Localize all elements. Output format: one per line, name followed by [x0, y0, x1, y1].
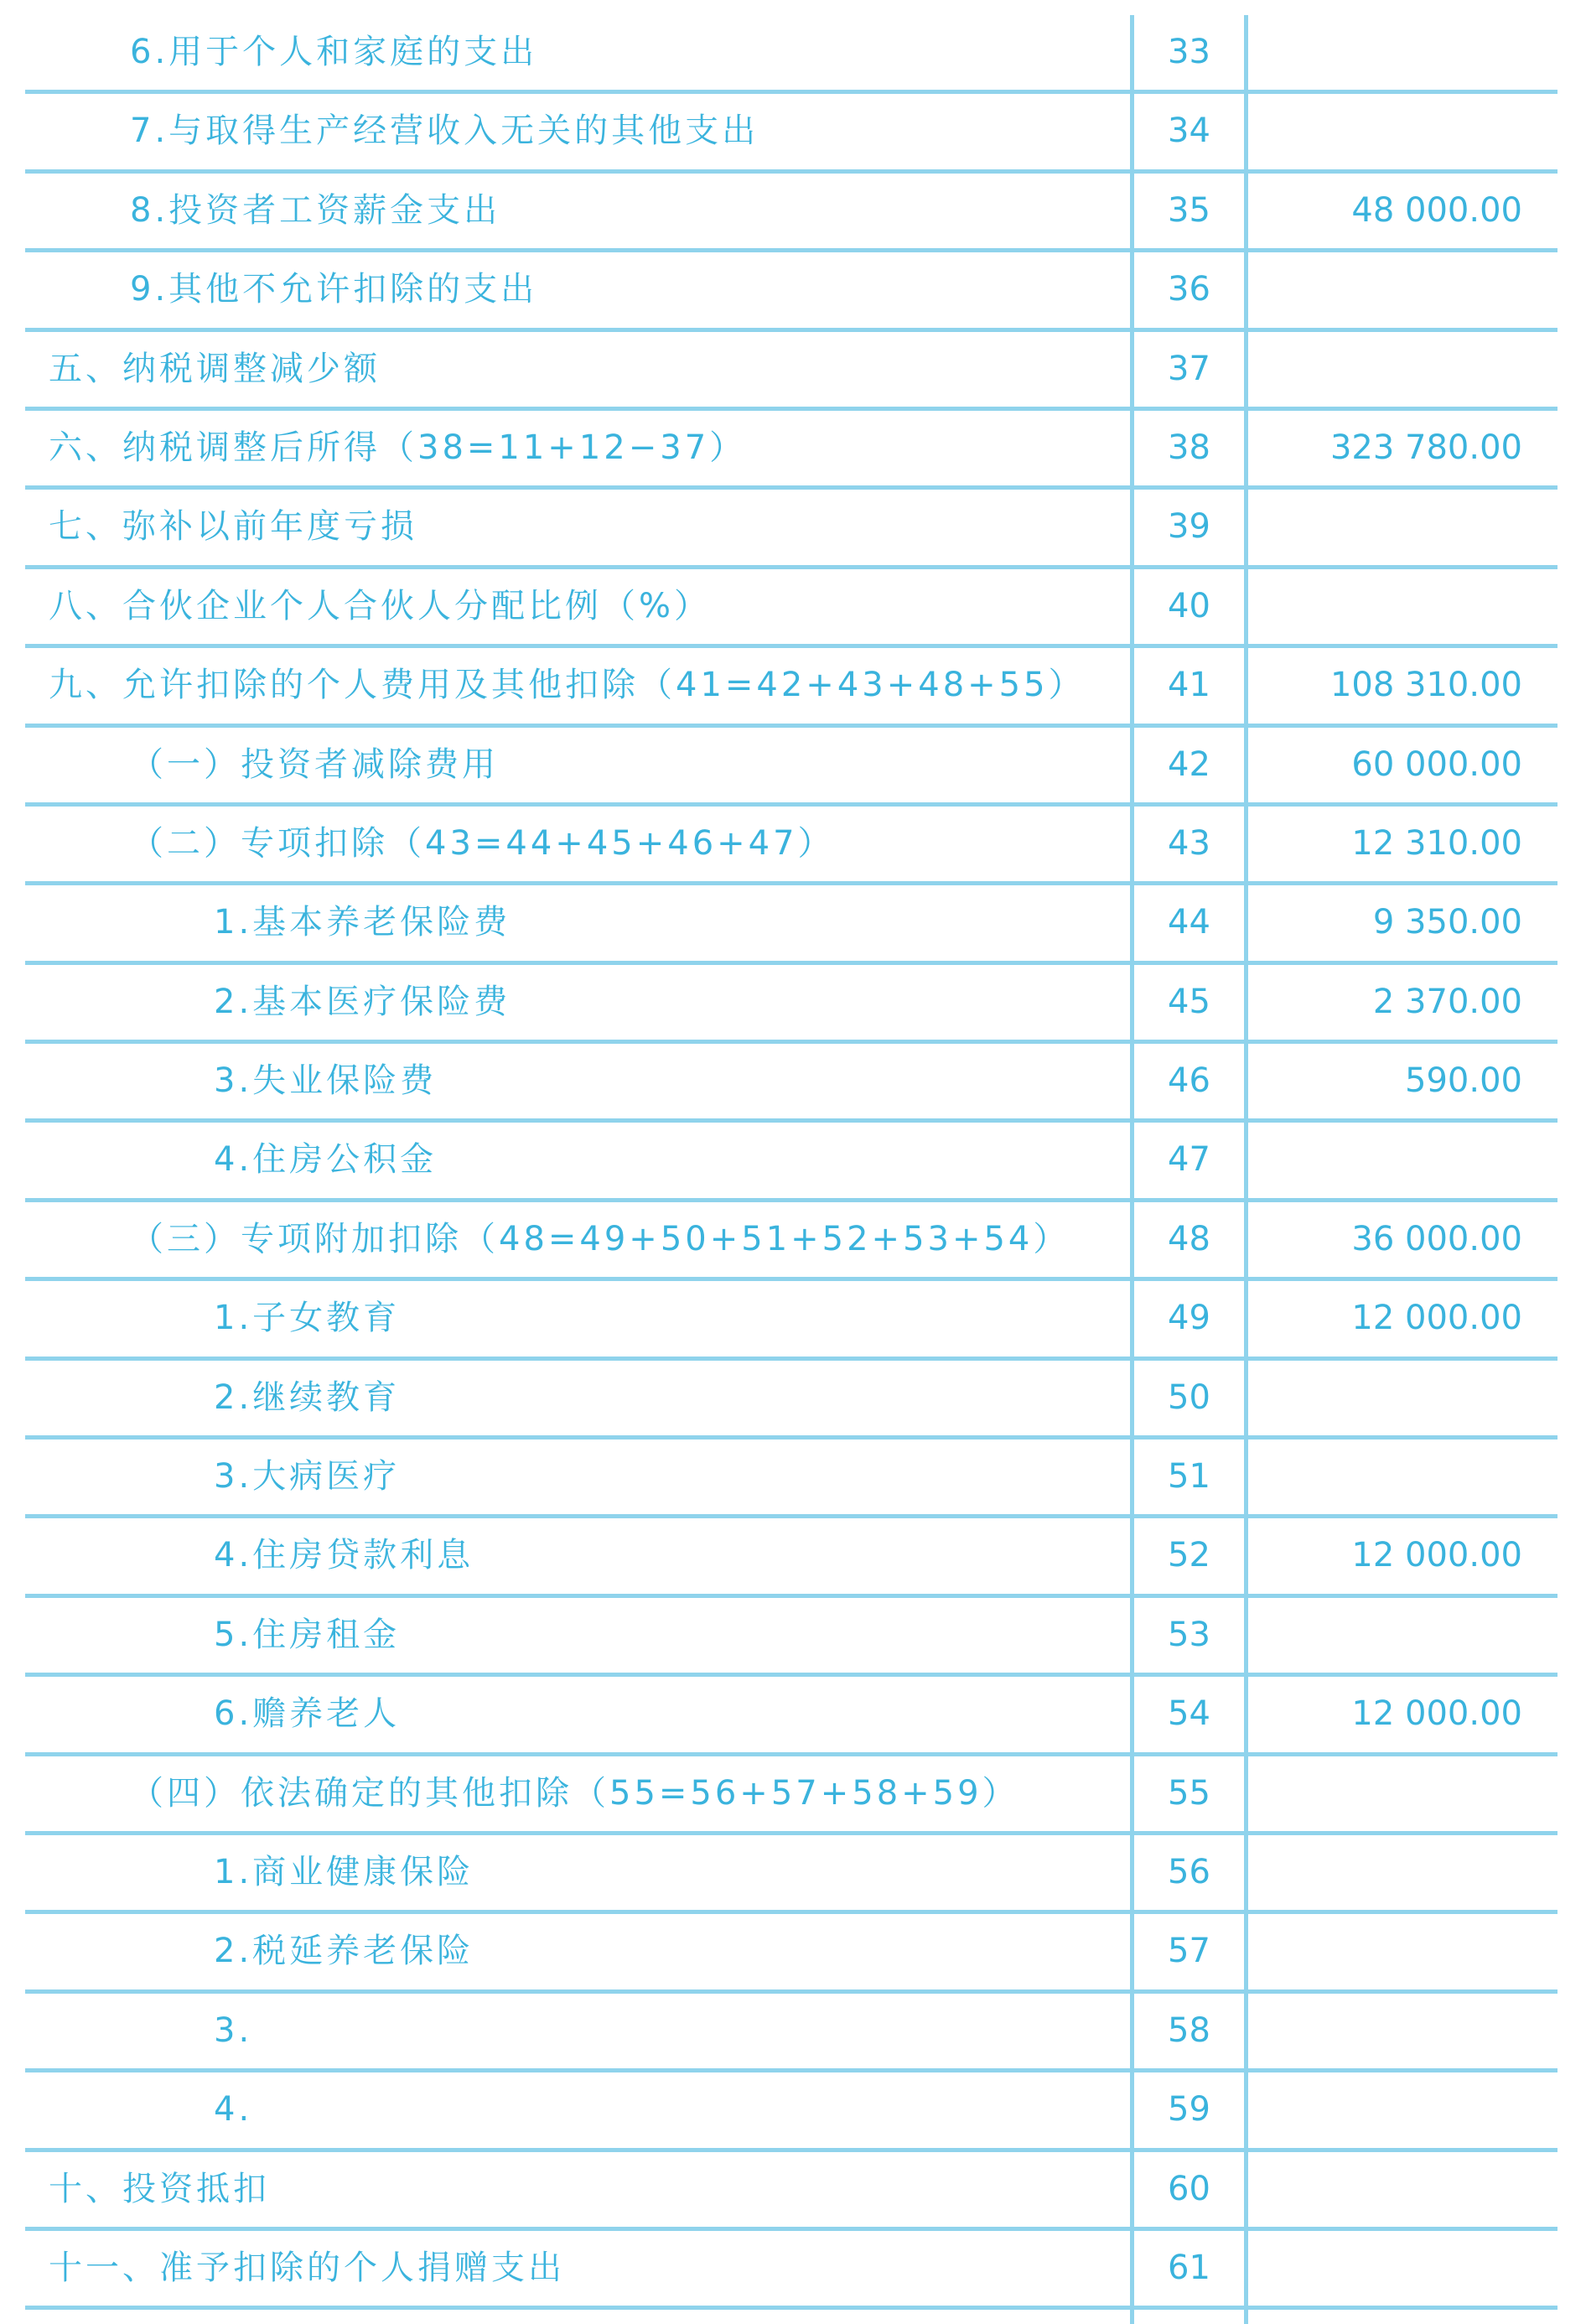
row-label: 3.失业保险费	[214, 1061, 438, 1101]
row-line-number: 50	[1168, 1377, 1210, 1417]
table-row	[25, 965, 1557, 1044]
row-line-number: 34	[1168, 112, 1210, 151]
table-row	[25, 728, 1557, 807]
table-row	[25, 15, 1557, 94]
row-line-number: 61	[1168, 2248, 1210, 2287]
row-line-number: 59	[1168, 2090, 1210, 2129]
row-line-number: 36	[1168, 270, 1210, 309]
row-label: （四）依法确定的其他扣除（55=56+57+58+59）	[130, 1773, 1019, 1813]
table-row	[25, 1202, 1557, 1281]
row-line-number: 58	[1168, 2010, 1210, 2050]
table-row	[25, 252, 1557, 331]
row-line-number: 43	[1168, 823, 1210, 863]
row-amount: 12 310.00	[1351, 823, 1522, 863]
row-line-number: 49	[1168, 1299, 1210, 1338]
row-amount: 590.00	[1405, 1061, 1522, 1101]
table-row	[25, 1361, 1557, 1440]
row-label: 2.继续教育	[214, 1377, 401, 1417]
table-row	[25, 1677, 1557, 1756]
row-line-number: 54	[1168, 1694, 1210, 1734]
row-label: （一）投资者减除费用	[130, 744, 499, 784]
row-label: 4.	[214, 2090, 253, 2129]
row-label: 2.税延养老保险	[214, 1932, 474, 1971]
table-body	[25, 15, 1557, 2310]
row-line-number: 45	[1168, 982, 1210, 1021]
row-amount	[1248, 1914, 1522, 1989]
row-amount	[1248, 94, 1522, 169]
row-label: 7.与取得生产经营收入无关的其他支出	[130, 112, 759, 151]
table-row	[25, 807, 1557, 885]
row-amount	[1248, 490, 1522, 564]
row-label: 十一、准予扣除的个人捐赠支出	[49, 2248, 565, 2287]
table-row	[25, 1440, 1557, 1518]
row-amount	[1248, 15, 1522, 90]
row-amount	[1248, 569, 1522, 644]
row-line-number: 53	[1168, 1615, 1210, 1654]
row-line-number: 55	[1168, 1773, 1210, 1813]
row-amount: 2 370.00	[1372, 982, 1522, 1021]
row-amount: 12 000.00	[1351, 1536, 1522, 1575]
row-label: （三）专项附加扣除（48=49+50+51+52+53+54）	[130, 1219, 1070, 1258]
row-label: 六、纳税调整后所得（38=11+12−37）	[49, 428, 747, 467]
table-row	[25, 94, 1557, 173]
row-label: 3.大病医疗	[214, 1457, 401, 1497]
row-label: 1.子女教育	[214, 1299, 401, 1338]
row-amount	[1248, 2152, 1522, 2227]
table-row	[25, 1994, 1557, 2072]
row-line-number: 35	[1168, 190, 1210, 230]
row-amount: 323 780.00	[1329, 428, 1522, 467]
row-line-number: 52	[1168, 1536, 1210, 1575]
table-row	[25, 1123, 1557, 1201]
table-row	[25, 490, 1557, 568]
row-line-number: 38	[1168, 428, 1210, 467]
table-row	[25, 648, 1557, 727]
table-row	[25, 1281, 1557, 1360]
row-amount	[1248, 1123, 1522, 1197]
row-amount	[1248, 1361, 1522, 1435]
row-label: 6.用于个人和家庭的支出	[130, 33, 538, 71]
row-amount: 12 000.00	[1351, 1694, 1522, 1734]
row-line-number: 44	[1168, 903, 1210, 942]
table-row	[25, 2152, 1557, 2231]
row-amount: 12 000.00	[1351, 1299, 1522, 1338]
row-label: 七、弥补以前年度亏损	[49, 507, 417, 547]
row-label: 十、投资抵扣	[49, 2169, 270, 2208]
tax-table	[25, 15, 1557, 2310]
row-amount	[1248, 1835, 1522, 1910]
row-label: 3.	[214, 2010, 253, 2050]
table-row	[25, 1044, 1557, 1123]
row-line-number: 48	[1168, 1219, 1210, 1258]
row-line-number: 57	[1168, 1932, 1210, 1971]
row-label: 五、纳税调整减少额	[49, 349, 381, 388]
row-label: 九、允许扣除的个人费用及其他扣除（41=42+43+48+55）	[49, 666, 1086, 705]
table-row	[25, 2231, 1557, 2310]
row-line-number: 39	[1168, 507, 1210, 547]
row-line-number: 42	[1168, 744, 1210, 784]
row-line-number: 46	[1168, 1061, 1210, 1101]
table-row	[25, 1914, 1557, 1993]
row-amount	[1248, 1756, 1522, 1831]
row-label: 6.赡养老人	[214, 1694, 401, 1734]
table-row	[25, 1598, 1557, 1677]
table-row	[25, 569, 1557, 648]
table-row	[25, 411, 1557, 490]
table-row	[25, 1835, 1557, 1914]
row-amount: 60 000.00	[1351, 744, 1522, 784]
row-label: 4.住房贷款利息	[214, 1536, 474, 1575]
row-label: 8.投资者工资薪金支出	[130, 190, 501, 230]
row-amount	[1248, 332, 1522, 407]
row-amount	[1248, 2072, 1522, 2147]
row-line-number: 60	[1168, 2169, 1210, 2208]
row-label: 5.住房租金	[214, 1615, 401, 1654]
row-line-number: 37	[1168, 349, 1210, 388]
row-amount	[1248, 252, 1522, 327]
row-label: 1.基本养老保险费	[214, 903, 511, 942]
row-amount: 108 310.00	[1329, 666, 1522, 705]
table-row	[25, 1518, 1557, 1597]
row-label: 9.其他不允许扣除的支出	[130, 270, 538, 309]
table-row	[25, 174, 1557, 252]
row-line-number: 41	[1168, 666, 1210, 705]
row-label: 4.住房公积金	[214, 1140, 438, 1180]
row-amount	[1248, 1440, 1522, 1514]
row-line-number: 47	[1168, 1140, 1210, 1180]
table-row	[25, 1756, 1557, 1835]
row-amount	[1248, 1994, 1522, 2068]
row-line-number: 51	[1168, 1457, 1210, 1497]
row-label: 1.商业健康保险	[214, 1852, 474, 1891]
row-label: 八、合伙企业个人合伙人分配比例（%）	[49, 586, 712, 625]
row-amount	[1248, 2231, 1522, 2306]
table-row	[25, 2072, 1557, 2151]
row-amount: 9 350.00	[1372, 903, 1522, 942]
row-line-number: 40	[1168, 586, 1210, 625]
row-line-number: 56	[1168, 1852, 1210, 1891]
row-label: （二）专项扣除（43=44+45+46+47）	[130, 823, 835, 863]
row-amount: 36 000.00	[1351, 1219, 1522, 1258]
row-amount	[1248, 1598, 1522, 1673]
row-label: 2.基本医疗保险费	[214, 982, 511, 1021]
table-row	[25, 332, 1557, 411]
row-amount: 48 000.00	[1351, 190, 1522, 230]
row-line-number: 33	[1168, 33, 1210, 71]
table-row	[25, 885, 1557, 964]
